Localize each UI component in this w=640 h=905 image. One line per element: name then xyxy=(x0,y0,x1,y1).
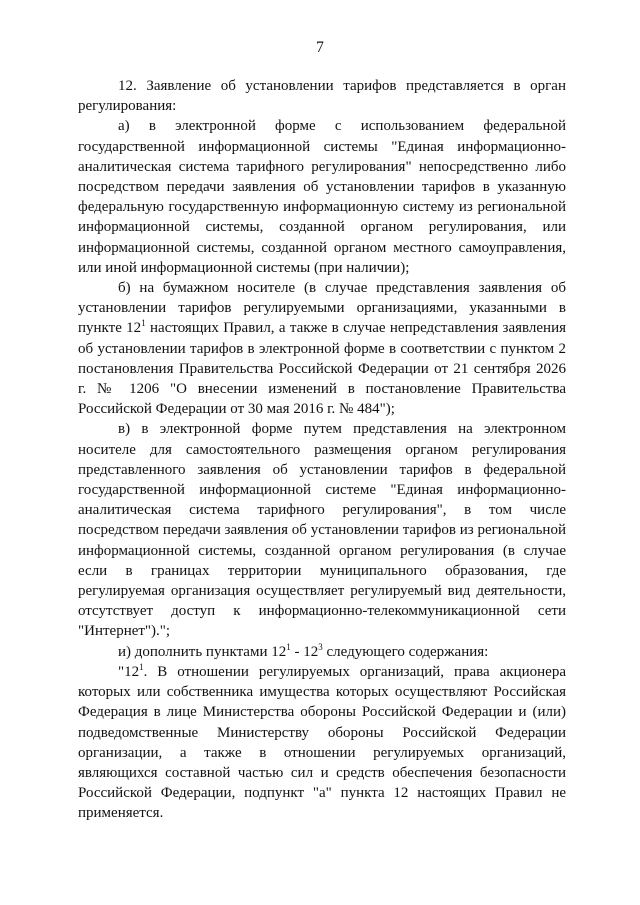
paragraph-text: "12 xyxy=(118,663,140,680)
paragraph-12: 12. Заявление об установлении тарифов представляется в орган регулирования: xyxy=(78,78,566,115)
paragraph-i xyxy=(78,642,566,662)
paragraph-text: и) дополнить пунктами 12 xyxy=(118,643,287,660)
superscript: 3 xyxy=(318,641,323,652)
paragraph-12-v: в) в электронной форме путем представления на электронном носителе для самостоятельного размещения органом регулирования представленного заявления об установлении тарифов в федеральной государственной информационной системе "Единая информационно-аналитическая система тарифного регулирования", в том числе посредством передачи заявления об установлении тарифов из региональной информационной системы, созданной органом регулирования (в случае если в границах территории муниципального образования, где регулируемая организация осуществляет регулируемый вид деятельности, отсутствует доступ к информационно-телекоммуникационной сети "Интернет")."; xyxy=(78,421,566,640)
paragraph-12-b xyxy=(78,278,566,419)
page-number: 7 xyxy=(316,39,324,56)
superscript: 1 xyxy=(141,318,146,329)
paragraph-12-1 xyxy=(78,662,566,824)
superscript: 1 xyxy=(286,641,291,652)
paragraph-text: . В отношении регулируемых организаций, права акционера которых или собственника имущества которых осуществляют Российская Федерация в лице Министерства обороны Российской Федерации и (или) подведомственные Министерству обороны Российской Федерации организации, а также в отношении регулируемых организаций, являющихся составной частью сил и средств обеспечения безопасности Российской Федерации, подпункт "а" пункта 12 настоящих Правил не применяется. xyxy=(78,663,566,822)
document-body xyxy=(78,76,566,824)
paragraph-text: б) на бумажном носителе (в случае представления заявления об установлении тарифов регулируемыми организациями, указанными в пункте 12 xyxy=(78,280,566,337)
paragraph-12-a: а) в электронной форме с использованием федеральной государственной информационной системы "Единая информационно-аналитическая система тарифного регулирования" непосредственно либо посредством передачи заявления об установлении тарифов в указанную федеральную государственную информационную систему из региональной информационной системы, созданной органом регулирования, или информационной системы, созданной органом местного самоуправления, или иной информационной системы (при наличии); xyxy=(78,118,566,276)
paragraph-text: настоящих Правил, а также в случае непредставления заявления об установлении тарифов в электронной форме в соответствии с пунктом 2 постановления Правительства Российской Федерации от 21 сентября 2026 г. № 1206 "О внесении изменений в постановление Правительства Российской Федерации от 30 мая 2016 г. № 484"); xyxy=(78,320,567,418)
superscript: 1 xyxy=(139,661,144,672)
paragraph-text: - 12 xyxy=(290,643,319,660)
paragraph-text: следующего содержания: xyxy=(322,643,489,660)
